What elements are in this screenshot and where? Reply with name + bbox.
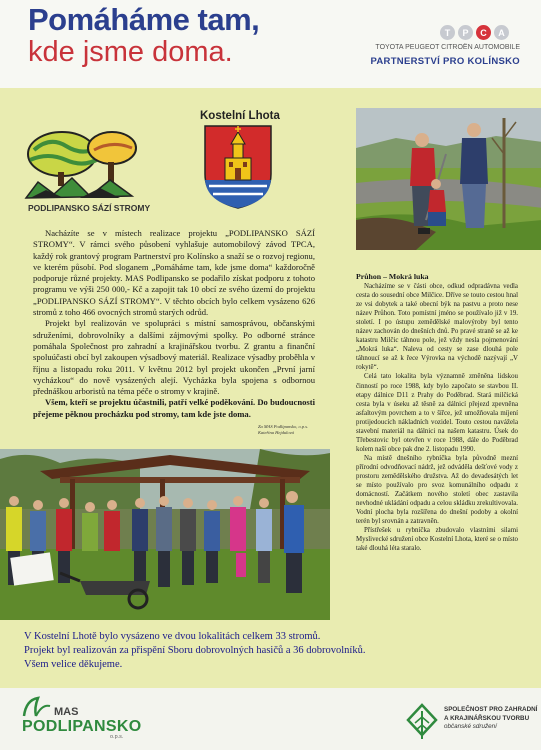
tpca-logo (440, 25, 509, 40)
main-paragraph: Projekt byl realizován ve spolupráci s místní samosprávou, občanskými sdruženími, dobrovolníky a dalšími zájmovými spolky. Po odborné stránce pomáhala Společnost pro zahradní a krajinářskou tvorbu. Z grantu a finanční spoluúčasti obcí byl zakoupen výsadbový materiál. Realizace výsadby proběhla v říjnu a listopadu roku 2011. V květnu 2012 byl projekt ukončen „První jarní vycházkou“ do nově vysázených alejí. Vycházka byla spojena s odbornou přednáškou arboristů na téma péče o stromy v krajině. (33, 318, 315, 397)
podlipansko-trees-logo (20, 124, 142, 202)
garden-society-leaf-icon (405, 703, 439, 741)
side-paragraph: Na místě dnešního rybníčka byla původně mezní přírodní odvodňovací nádrž, jež odváděla dešťové vody z prostoru zemědělského družstva. Až do devadesátých let se místo používalo pro svoz komunálního odpadu z domácností. Začátkem nového století obec zastavila nevhodné ukládání odpadu a celou skládku zrekultivovala. Vodní plocha byla rozšířena do dnešní podoby a okolní terén byl srovnán a zatravněn. (356, 454, 518, 526)
podlipansko-logo-caption: PODLIPANSKO SÁZÍ STROMY (28, 203, 151, 213)
summary-line: Projekt byl realizován za přispění Sboru dobrovolných hasičů a 36 dobrovolníků. (24, 645, 366, 656)
summary-line: Všem velice děkujeme. (24, 659, 123, 670)
side-paragraph: Přístřešek u rybníčka zbudovalo vlastními silami Myslivecké sdružení obce Kostelní Lhota, které se o místo také dlouhá léta staralo. (356, 527, 518, 553)
header-band (0, 0, 541, 88)
village-coat-of-arms (203, 124, 273, 210)
credit-name: Kateřina Hejdulová (258, 430, 294, 435)
tpca-letter-a: A (494, 25, 509, 40)
side-paragraph: Celá tato lokalita byla významně změněna lidskou činností po roce 1988, kdy bylo započato se stavbou II. etapy dálnice D11 z Prahy do Poděbrad. Stará milčická cesta byla v úseku až těsně za dálnicí přejezd zpevněna asfaltovým povrchem a to v šířce, jež umožňovala míjení protijedoucích nákladních vozidel. Touto cestou navážela stavební materiál na dálnici na našem katastru. Úsek do Třebestovic byl otevřen v roce 1988, dále do Poděbrad kolem naší obce pak dne 2. listopadu 1990. (356, 373, 518, 453)
tpca-brands: TOYOTA PEUGEOT CITROËN AUTOMOBILE (375, 44, 520, 51)
headline-line2: kde jsme doma. (28, 36, 233, 68)
garden-society-line: A KRAJINÁŘSKOU TVORBU (444, 714, 530, 722)
mas-name: PODLIPANSKO (22, 718, 142, 735)
summary-text (24, 630, 494, 672)
tree-planting-photo (356, 108, 541, 250)
side-paragraph: Nacházíme se v části obce, odkud odpradávna vedla cesta do sousední obce Milčice. Dříve se touto cestou hnal ze vsi dobytek a také obecní býk na pastvu a proto nese název Průhon. Toto pomístní jméno se používalo již v 19. století. I po ústupu zemědělské malovýroby byl tento název zachován do dnešních dnů. Po pravé straně se až ke katastru Milčic táhnou pole, jež vždy nesla pojmenování „Mokrá luka“. Naleva od cesty se zase dlouhá pole táhnoucí se až k řece Výrovka na východě nazývají „V rokytě“. (356, 283, 518, 372)
main-paragraph: Nacházíte se v místech realizace projektu „PODLIPANSKO SÁZÍ STROMY“. V rámci svého působení vyhlašuje automobilový závod TPCA, každý rok grantový program Partnerství pro Kolínsko a snaží se o rozvoj regionu, ve kterém působí. Pod sloganem „Pomáháme tam, kde jsme doma“ každoročně podporuje různé projekty. MAS Podlipansko se podařilo získat podporu z tohoto programu ve výši 250 000,- Kč a zapojit tak 10 obcí ze svého území do projektu „PODLIPANSKO SÁZÍ STROMY“. V těchto obcích bylo celkem vysázeno 626 stromů z toho 466 ovocných stromů starých odrůd. (33, 228, 315, 318)
mas-label: MAS (54, 706, 79, 718)
volunteers-group-photo (0, 449, 330, 620)
tpca-letter-c: C (476, 25, 491, 40)
garden-society-type: občanské sdružení (444, 723, 497, 730)
garden-society-name (444, 706, 539, 732)
tpca-slogan: PARTNERSTVÍ PRO KOLÍNSKO (370, 56, 520, 67)
side-text-block (356, 282, 518, 553)
headline-line1: Pomáháme tam, (28, 2, 260, 37)
main-text-block (33, 228, 315, 420)
garden-society-line: SPOLEČNOST PRO ZAHRADNÍ (444, 706, 538, 713)
village-name: Kostelní Lhota (200, 110, 280, 122)
credit-line: Za MAS Podlipansko, o.p.s. (258, 424, 309, 429)
tpca-letter-p: P (458, 25, 473, 40)
tpca-letter-t: T (440, 25, 455, 40)
author-credit (258, 424, 318, 436)
mas-legal-form: o.p.s. (110, 734, 124, 740)
side-section-title: Průhon – Mokrá luka (356, 272, 429, 281)
summary-line: V Kostelní Lhotě bylo vysázeno ve dvou lokalitách celkem 33 stromů. (24, 631, 321, 642)
main-paragraph-thanks: Všem, kteří se projektu účastnili, patří velké poděkování. Do budoucnosti přejeme pěknou procházku pod stromy, tam kde jste doma. (33, 397, 315, 419)
